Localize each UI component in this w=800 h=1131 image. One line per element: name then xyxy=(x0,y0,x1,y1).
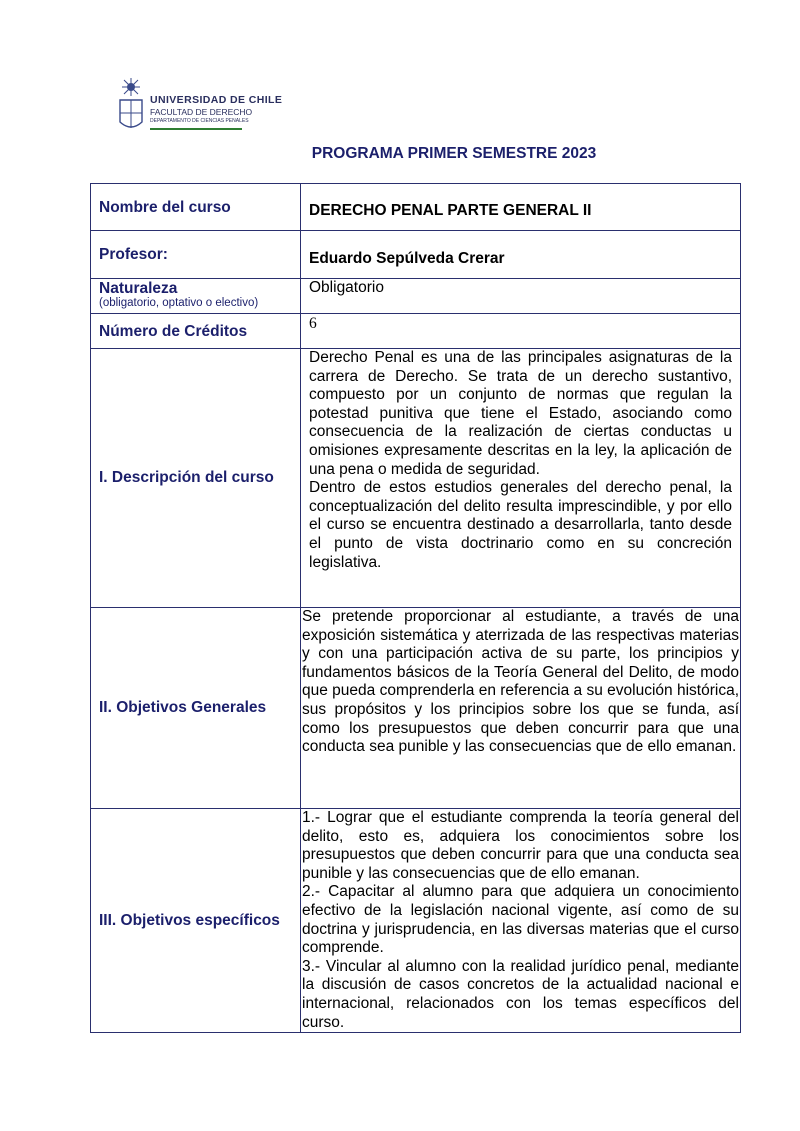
professor-name: Eduardo Sepúlveda Crerar xyxy=(301,231,741,279)
row-nature xyxy=(91,279,741,314)
logo-underline xyxy=(150,128,242,130)
description-paragraph: Dentro de estos estudios generales del derecho penal, la conceptualización del delito resulta imprescindible, y por ello el curso se encuentra destinado a desarrollarla, tanto desde el punto de vista doctrinario como en su concreción legislativa. xyxy=(309,479,732,571)
objective-item: 2.- Capacitar al alumno para que adquiera un conocimiento efectivo de la legislación nacional vigente, así como de su doctrina y jurisprudencia, en las diversas materias que el curso comprende. xyxy=(302,883,739,957)
row-professor xyxy=(91,231,741,279)
credits-value: 6 xyxy=(301,314,741,349)
page-title: PROGRAMA PRIMER SEMESTRE 2023 xyxy=(311,145,597,162)
description-paragraph: Derecho Penal es una de las principales asignaturas de la carrera de Derecho. Se trata de un derecho sustantivo, compuesto por un conjunto de normas que regulan la potestad punitiva que tiene el Estado, asociando como consecuencia de la realización de ciertas conductas u omisiones expresamente descritas en la ley, la aplicación de una pena o medida de seguridad. xyxy=(309,349,732,478)
course-name: DERECHO PENAL PARTE GENERAL II xyxy=(301,184,741,231)
row-description xyxy=(91,349,741,608)
label: II. Objetivos Generales xyxy=(91,608,301,809)
label: III. Objetivos específicos xyxy=(91,809,301,1033)
objective-item: 3.- Vincular al alumno con la realidad jurídico penal, mediante la discusión de casos concretos de la actualidad nacional e internacional, relacionados con los temas específicos del curso. xyxy=(302,957,739,1031)
row-general-objectives xyxy=(91,608,741,809)
row-course-name xyxy=(91,184,741,231)
label: I. Descripción del curso xyxy=(91,349,301,608)
label: Naturaleza xyxy=(99,280,178,297)
general-objectives-text: Se pretende proporcionar al estudiante, a través de una exposición sistemática y aterrizada de las respectivas materias y con una participación activa de su parte, los principios y fundamentos básicos de la Teoría General del Delito, de modo que pueda comprenderla en referencia a su evolución histórica, sus propósitos y los principios sobre los que se funda, así como los presupuestos que deben concurrir para que una conducta sea punible y las consecuencias que de ello emanan. xyxy=(301,608,741,809)
row-specific-objectives xyxy=(91,809,741,1033)
university-logo: UNIVERSIDAD DE CHILE FACULTAD DE DERECHO DEPARTAMENTO DE CIENCIAS PENALES xyxy=(116,78,276,140)
university-crest-icon xyxy=(118,78,144,134)
course-program-table xyxy=(90,183,741,1033)
label: Profesor: xyxy=(91,231,301,279)
label: Número de Créditos xyxy=(91,314,301,349)
row-credits xyxy=(91,314,741,349)
nature-value: Obligatorio xyxy=(301,279,741,314)
sublabel: (obligatorio, optativo o electivo) xyxy=(99,297,259,309)
label: Nombre del curso xyxy=(91,184,301,231)
objective-item: 1.- Lograr que el estudiante comprenda la teoría general del delito, esto es, adquiera los conocimientos sobre los presupuestos que deben concurrir para que una conducta sea punible y las consecuencias que de ello emanan. xyxy=(302,809,739,882)
